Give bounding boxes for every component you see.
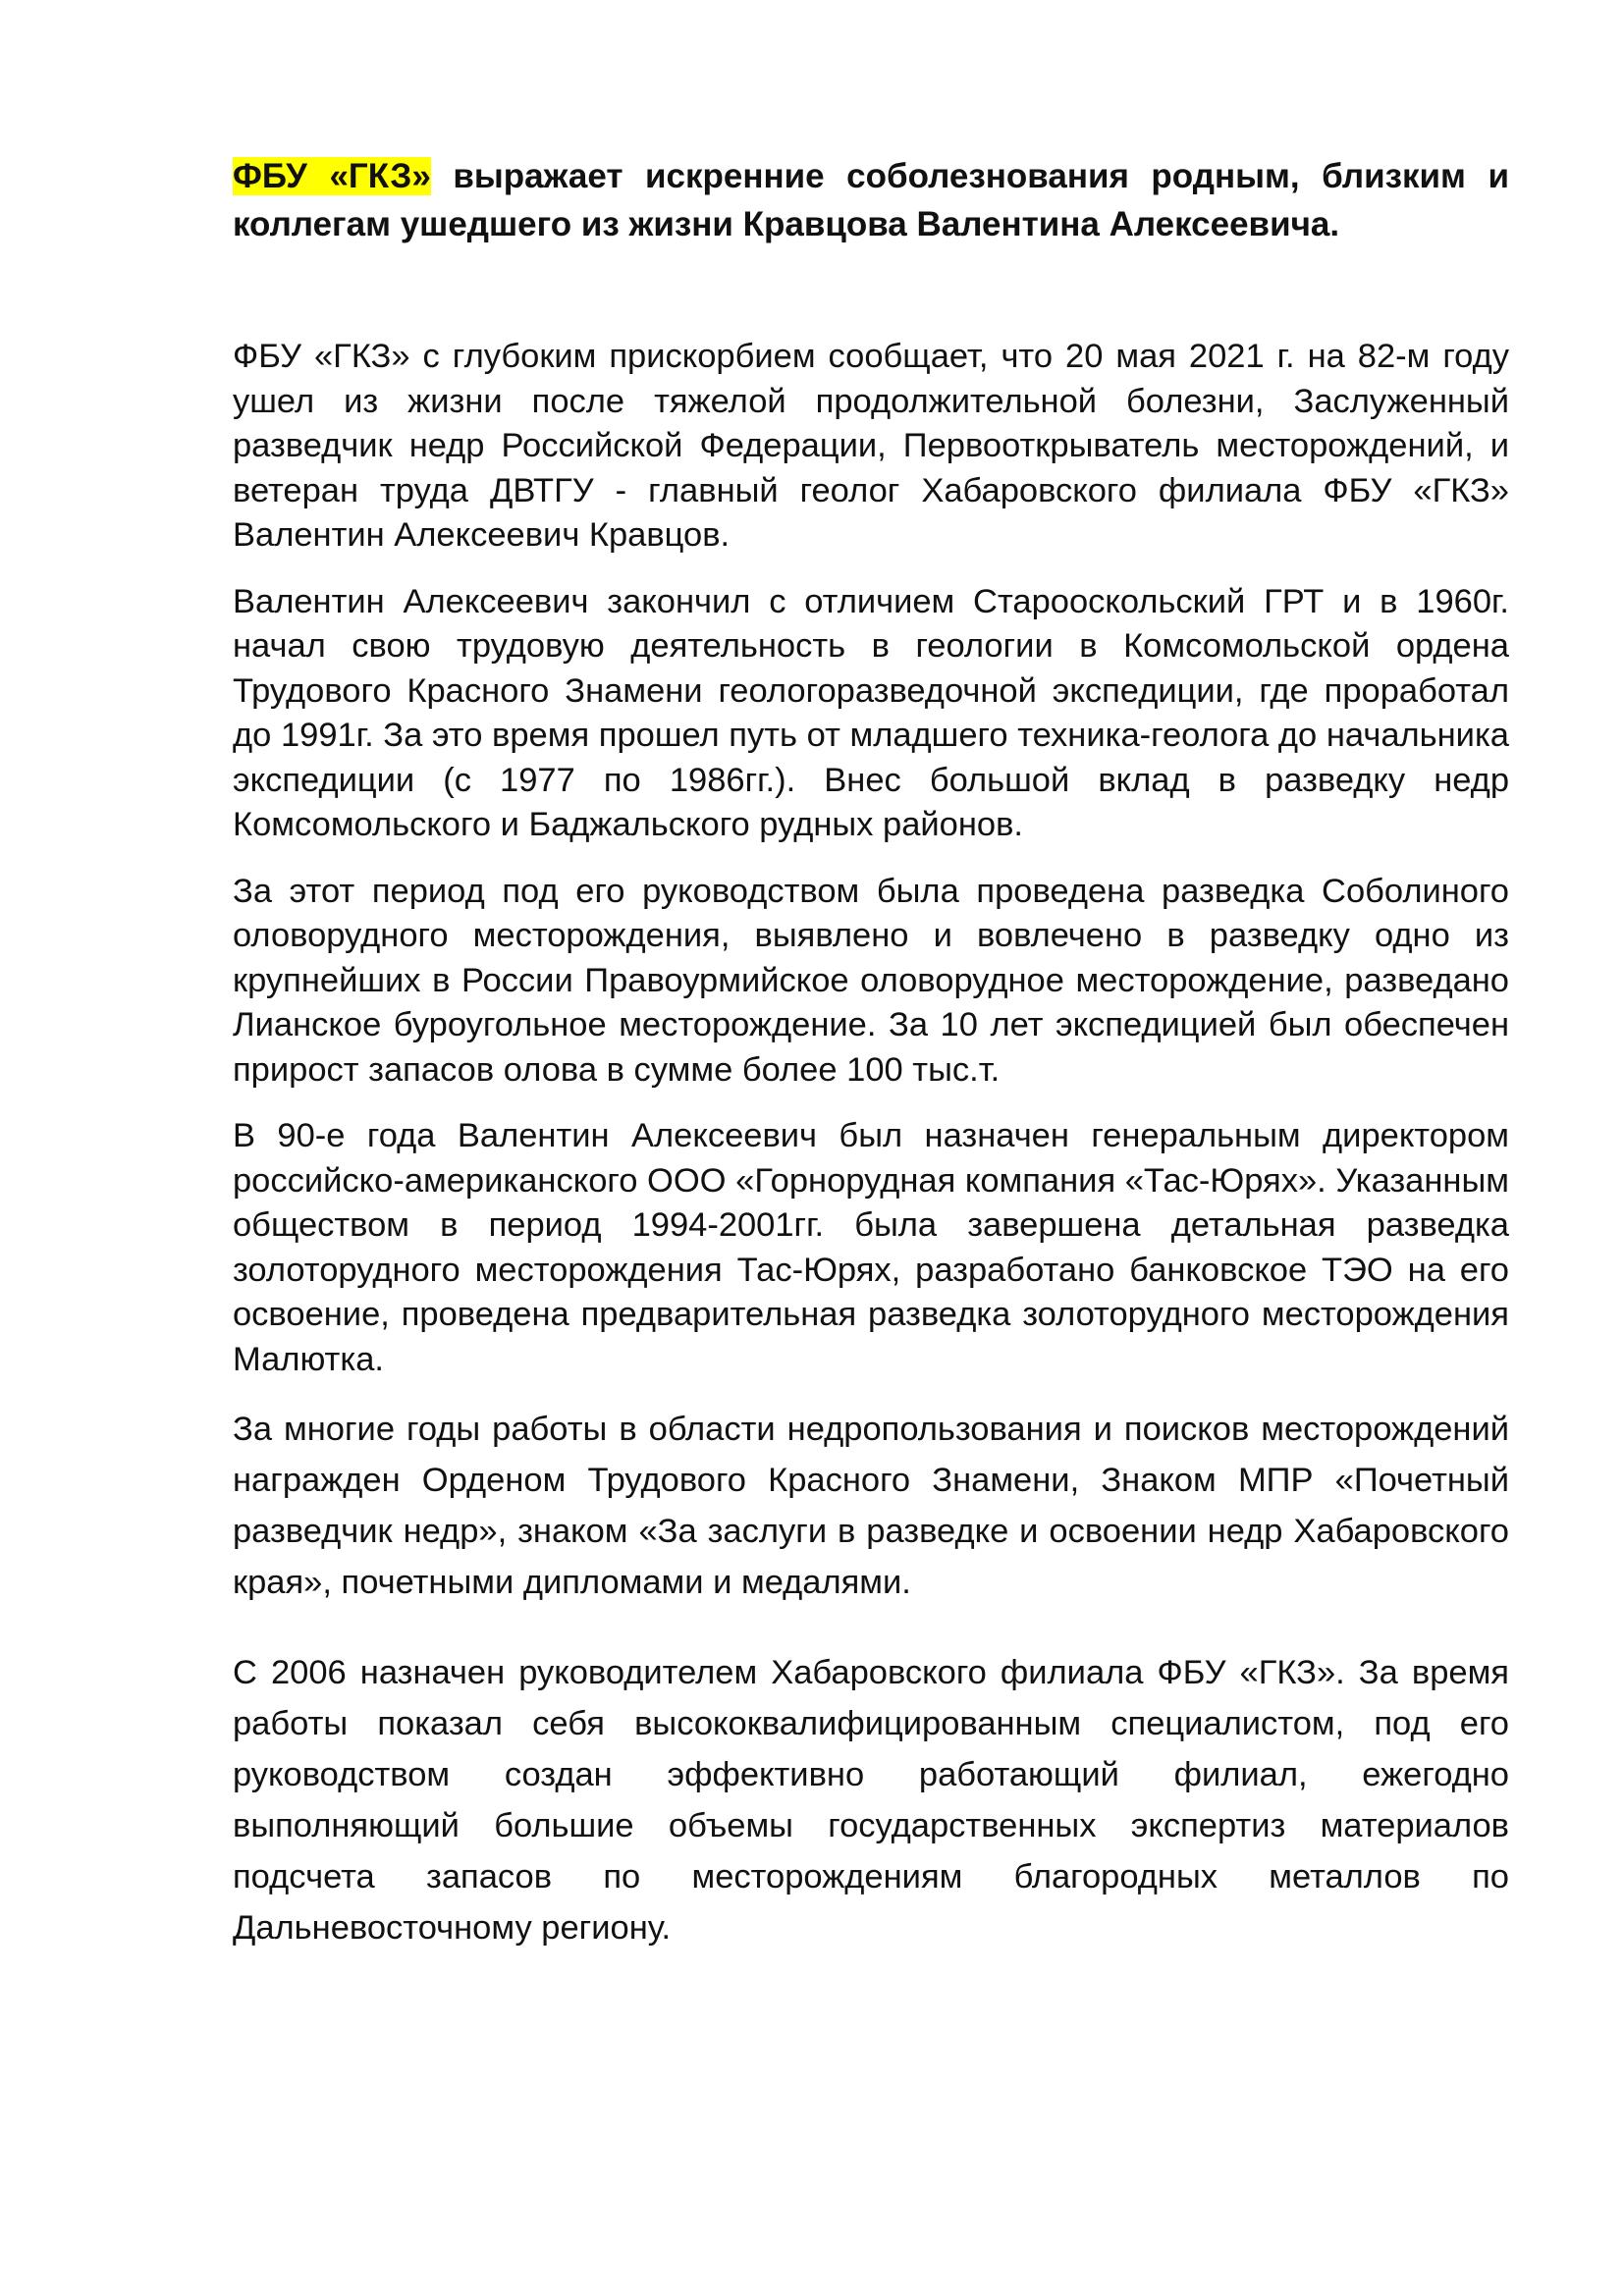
paragraph-branch-head: С 2006 назначен руководителем Хабаровского филиала ФБУ «ГКЗ». За время работы показал себя высококвалифицированным специалистом, под его руководством создан эффективно работающий филиал, ежегодно выполняющий большие объемы государственных экспертиз материалов подсчета запасов по месторождениям благородных металлов по Дальневосточному региону.: [233, 1654, 1509, 1947]
document-page: [233, 152, 1509, 1975]
paragraph-director: В 90-е года Валентин Алексеевич был назначен генеральным директором российско-американского ООО «Горнорудная компания «Тас-Юрях». Указанным обществом в период 1994-2001гг. была завершена детальная разведка золоторудного месторождения Тас-Юрях, разработано банковское ТЭО на его освоение, проведена предварительная разведка золоторудного месторождения Малютка.: [233, 1117, 1509, 1378]
paragraph-career-start: Валентин Алексеевич закончил с отличием Старооскольский ГРТ и в 1960г. начал свою трудовую деятельность в геологии в Комсомольской ордена Трудового Красного Знамени геологоразведочной экспедиции, где проработал до 1991г. За это время прошел путь от младшего техника-геолога до начальника экспедиции (с 1977 по 1986гг.). Внес большой вклад в разведку недр Комсомольского и Баджальского рудных районов.: [233, 582, 1509, 843]
condolence-heading: [233, 152, 1509, 248]
organization-highlight: ФБУ «ГКЗ»: [233, 157, 431, 195]
paragraph-discoveries: За этот период под его руководством была проведена разведка Соболиного оловорудного месторождения, выявлено и вовлечено в разведку одно из крупнейших в России Правоурмийское оловорудное месторождение, разведано Лианское буроугольное месторождение. За 10 лет экспедицией был обеспечен прирост запасов олова в сумме более 100 тыс.т.: [233, 872, 1509, 1089]
heading-text: выражает искренние соболезнования родным, близким и коллегам ушедшего из жизни Кравцова Валентина Алексеевича.: [233, 157, 1510, 243]
paragraph-announcement: ФБУ «ГКЗ» с глубоким прискорбием сообщает, что 20 мая 2021 г. на 82-м году ушел из жизни после тяжелой продолжительной болезни, Заслуженный разведчик недр Российской Федерации, Первооткрыватель месторождений, и ветеран труда ДВТГУ - главный геолог Хабаровского филиала ФБУ «ГКЗ» Валентин Алексеевич Кравцов.: [233, 338, 1509, 554]
paragraph-awards: За многие годы работы в области недропользования и поисков месторождений награжден Орденом Трудового Красного Знамени, Знаком МПР «Почетный разведчик недр», знаком «За заслуги в разведке и освоении недр Хабаровского края», почетными дипломами и медалями.: [233, 1411, 1509, 1601]
